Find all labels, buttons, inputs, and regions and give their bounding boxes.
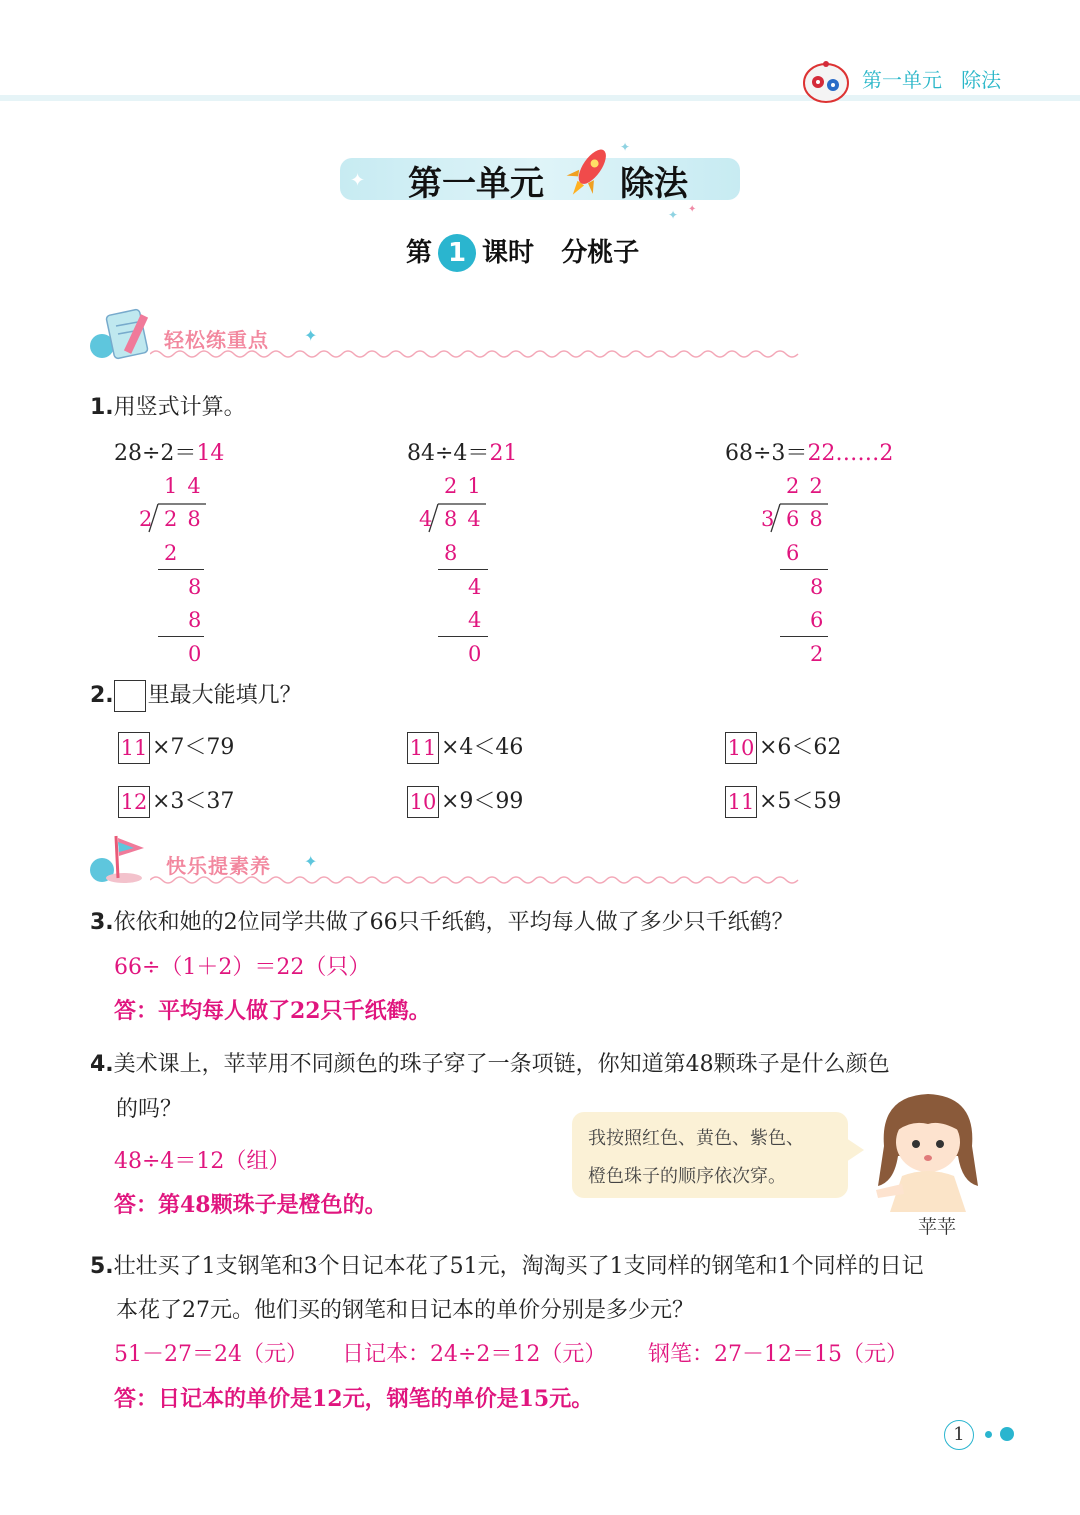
section-title-practice: 轻松练重点 [164, 328, 269, 352]
wavy-divider [150, 348, 800, 360]
question-prompt-line1: 美术课上，苹苹用不同颜色的珠子穿了一条项链，你知道第48颗珠子是什么颜色 [113, 1052, 890, 1077]
lesson-suffix: 课时 [482, 238, 535, 268]
question-number: 4. [90, 1052, 114, 1077]
step-product: 2 [164, 541, 178, 565]
step-line [438, 569, 488, 570]
quotient-digit: 1 [164, 474, 188, 498]
step-product: 8 [188, 608, 202, 632]
inequality-text: ×7＜79 [152, 735, 235, 760]
q3-answer: 答：平均每人做了22只千纸鹤。 [114, 998, 431, 1024]
q4-answer: 答：第48颗珠子是橙色的。 [114, 1192, 387, 1218]
inequality-text: ×4＜46 [441, 735, 524, 760]
step-remainder: 8 [810, 575, 824, 599]
banner-unit: 第一单元 [408, 164, 544, 204]
question-5 [90, 1249, 924, 1280]
quotient [164, 474, 211, 498]
inequality-item [725, 730, 841, 764]
question-number: 1. [90, 395, 114, 420]
inequality-text: ×9＜99 [441, 789, 524, 814]
step-product: 6 [810, 608, 824, 632]
question-4 [90, 1047, 890, 1078]
question-prompt: 用竖式计算。 [113, 395, 246, 420]
final-remainder: 2 [810, 642, 824, 666]
step-remainder: 4 [468, 575, 482, 599]
question-1 [90, 390, 246, 421]
blank-box [114, 680, 146, 712]
dividend [786, 507, 833, 531]
division-expression [407, 436, 517, 467]
dividend-digit: 8 [809, 507, 833, 531]
question-prompt: 依依和她的2位同学共做了66只千纸鹤，平均每人做了多少只千纸鹤？ [113, 910, 794, 935]
header-unit-label: 第一单元 [862, 68, 942, 92]
dividend-digit: 2 [164, 507, 188, 531]
expression-text: 68÷3＝ [725, 441, 808, 466]
expression-answer: 21 [489, 441, 518, 466]
filled-box: 11 [118, 732, 150, 764]
question-2 [90, 678, 302, 712]
question-prompt: 里最大能填几？ [147, 683, 302, 708]
page-dot-small [985, 1431, 992, 1438]
quotient-digit: 2 [809, 474, 833, 498]
q5-work-2: 日记本：24÷2＝12（元） [342, 1342, 607, 1367]
step-product: 8 [444, 541, 458, 565]
header-rule [0, 95, 1080, 101]
wavy-divider [150, 874, 800, 886]
bubble-line2: 橙色珠子的顺序依次穿。 [588, 1166, 786, 1187]
question-number: 5. [90, 1254, 114, 1279]
division-expression [725, 436, 893, 467]
step-remainder: 8 [188, 575, 202, 599]
bubble-line1: 我按照红色、黄色、紫色、 [588, 1128, 804, 1149]
divisor: 4 [419, 507, 433, 531]
step-line [780, 569, 828, 570]
step-line [158, 569, 204, 570]
dividend-digit: 6 [786, 507, 810, 531]
step-line [158, 636, 204, 637]
lesson-title [406, 232, 639, 272]
q5-work-3: 钢笔：27－12＝15（元） [648, 1342, 908, 1367]
inequality-item [118, 784, 234, 818]
quotient-digit: 2 [786, 474, 810, 498]
dividend-digit: 4 [467, 507, 491, 531]
quotient-digit: 2 [444, 474, 468, 498]
quotient-digit: 1 [467, 474, 491, 498]
character-name: 苹苹 [918, 1216, 957, 1238]
inequality-text: ×5＜59 [759, 789, 842, 814]
sparkle-icon: ✦ [304, 852, 318, 871]
expression-text: 84÷4＝ [407, 441, 490, 466]
header-topic-label: 除法 [961, 68, 1002, 92]
lesson-number-badge: 1 [438, 234, 476, 272]
dividend [164, 507, 211, 531]
filled-box: 11 [407, 732, 439, 764]
q3-work: 66÷（1＋2）＝22（只） [114, 955, 371, 980]
final-remainder: 0 [188, 642, 202, 666]
inequality-item [725, 784, 841, 818]
quotient [786, 474, 833, 498]
lesson-name: 分桃子 [561, 238, 640, 268]
q4-work: 48÷4＝12（组） [114, 1149, 291, 1174]
robot-mascot-icon [800, 58, 852, 104]
speech-bubble-tail [846, 1138, 864, 1162]
dividend-digit: 8 [187, 507, 211, 531]
divisor: 3 [761, 507, 775, 531]
inequality-item [407, 730, 523, 764]
dividend [444, 507, 491, 531]
rocket-icon [566, 140, 614, 202]
final-remainder: 0 [468, 642, 482, 666]
step-product: 4 [468, 608, 482, 632]
division-expression [114, 436, 224, 467]
inequality-text: ×6＜62 [759, 735, 842, 760]
inequality-text: ×3＜37 [152, 789, 235, 814]
inequality-item [118, 730, 234, 764]
question-3 [90, 905, 794, 936]
dividend-digit: 8 [444, 507, 468, 531]
banner-topic: 除法 [620, 164, 688, 204]
filled-box: 12 [118, 786, 150, 818]
girl-character-illustration [866, 1086, 990, 1212]
step-line [780, 636, 828, 637]
quotient [444, 474, 491, 498]
sparkle-icon: ✦ [688, 204, 697, 215]
quotient-digit: 4 [187, 474, 211, 498]
question-number: 2. [90, 683, 114, 708]
sparkle-icon: ✦ [350, 170, 366, 191]
page-number: 1 [944, 1420, 974, 1450]
running-header [862, 64, 1001, 93]
expression-answer: 22……2 [807, 441, 894, 466]
expression-answer: 14 [196, 441, 225, 466]
expression-text: 28÷2＝ [114, 441, 197, 466]
q5-answer: 答：日记本的单价是12元，钢笔的单价是15元。 [114, 1386, 594, 1412]
question-number: 3. [90, 910, 114, 935]
sparkle-icon: ✦ [620, 140, 631, 154]
step-product: 6 [786, 541, 800, 565]
divisor: 2 [139, 507, 153, 531]
section-title-literacy: 快乐提素养 [166, 854, 271, 878]
filled-box: 10 [725, 732, 757, 764]
question-prompt-line2: 本花了27元。他们买的钢笔和日记本的单价分别是多少元？ [116, 1298, 694, 1323]
question-prompt-line2: 的吗？ [116, 1097, 183, 1122]
filled-box: 10 [407, 786, 439, 818]
q5-work-1: 51－27＝24（元） [114, 1342, 308, 1367]
sparkle-icon: ✦ [668, 208, 679, 222]
sparkle-icon: ✦ [304, 326, 318, 345]
step-line [438, 636, 488, 637]
question-prompt-line1: 壮壮买了1支钢笔和3个日记本花了51元，淘淘买了1支同样的钢笔和1个同样的日记 [113, 1254, 924, 1279]
page-dot-large [1000, 1427, 1014, 1441]
inequality-item [407, 784, 523, 818]
lesson-prefix: 第 [406, 238, 433, 268]
filled-box: 11 [725, 786, 757, 818]
